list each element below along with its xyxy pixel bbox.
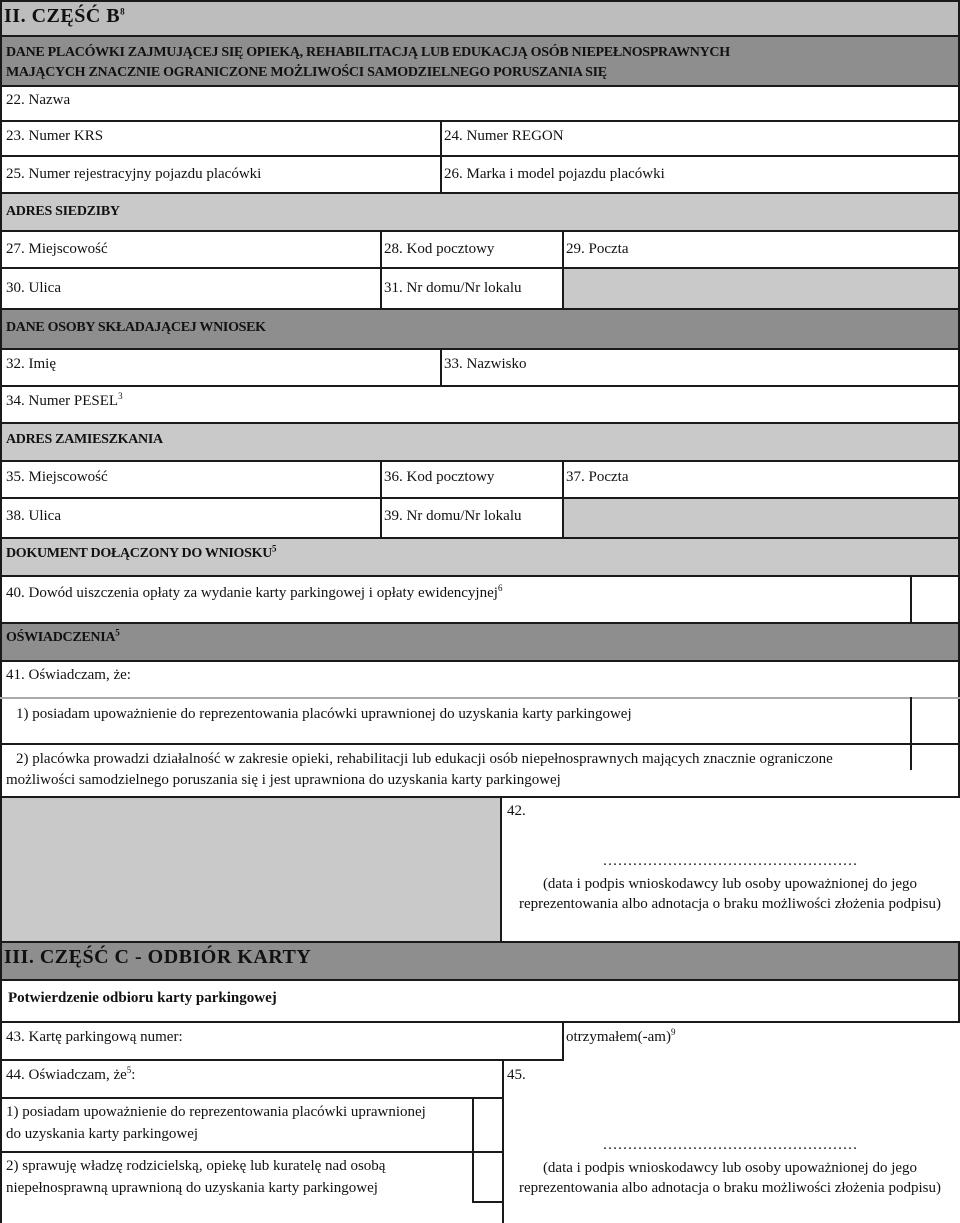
field-43-received: $otrzymałem(-am)^9$ xyxy=(566,1027,676,1045)
field-34-label: 34. Numer PESEL$^3$ xyxy=(6,391,123,409)
field-42-label: 42. xyxy=(507,803,526,819)
field-31-label: 31. Nr domu/Nr lokalu xyxy=(384,280,522,296)
statements-header-label: OŚWIADCZENIA$^5$ xyxy=(6,627,120,645)
residence-header-label: ADRES ZAMIESZKANIA xyxy=(6,432,163,447)
statement-41-2-line2: możliwości samodzielnego poruszania się i jest uprawniona do uzyskania karty parkingowej xyxy=(6,772,561,788)
statement-44-2-checkbox[interactable] xyxy=(472,1151,502,1203)
statement-41-2-checkbox[interactable] xyxy=(910,745,958,770)
field-39-gray-cell xyxy=(562,497,960,539)
statement-44-1-line2: do uzyskania karty parkingowej xyxy=(6,1126,199,1142)
field-42-dots: …………………………………………… xyxy=(602,853,858,869)
field-41-divider xyxy=(0,697,960,699)
field-45-dots: …………………………………………… xyxy=(602,1137,858,1153)
statements-header xyxy=(0,622,960,662)
field-37-label: 37. Poczta xyxy=(566,469,629,485)
statement-41-2-line1: 2) placówka prowadzi działalność w zakresie opieki, rehabilitacji lub edukacji osób niepełnosprawnych mających znacznie ograniczone xyxy=(16,751,833,767)
receipt-subheader-label: Potwierdzenie odbioru karty parkingowej xyxy=(8,990,277,1006)
field-30-label: 30. Ulica xyxy=(6,280,61,296)
field-28-label: 28. Kod pocztowy xyxy=(384,241,495,257)
field-44-label: 44. Oświadczam, $że^5$: xyxy=(6,1065,136,1083)
field-27-label: 27. Miejscowość xyxy=(6,241,108,257)
section-b-title-bar xyxy=(0,0,960,37)
field-41-label: 41. Oświadczam, że: xyxy=(6,667,131,683)
field-45-label: 45. xyxy=(507,1067,526,1083)
field-41-divider-2 xyxy=(0,743,960,745)
statement-44-1-line1: 1) posiadam upoważnienie do reprezentowania placówki uprawnionej xyxy=(6,1104,426,1120)
field-33-label: 33. Nazwisko xyxy=(444,356,527,372)
statement-41-1-checkbox[interactable] xyxy=(910,697,958,744)
field-22-box[interactable] xyxy=(0,85,960,122)
applicant-header-label: DANE OSOBY SKŁADAJĄCEJ WNIOSEK xyxy=(6,320,266,335)
field-35-label: 35. Miejscowość xyxy=(6,469,108,485)
field-43-label: 43. Kartę parkingową numer: xyxy=(6,1029,183,1045)
field-23-label: 23. Numer KRS xyxy=(6,128,104,144)
field-38-label: 38. Ulica xyxy=(6,508,61,524)
section-b-title: II. CZĘŚĆ $B^8$ xyxy=(4,5,126,27)
field-24-label: 24. Numer REGON xyxy=(444,128,564,144)
field-29-label: 29. Poczta xyxy=(566,241,629,257)
field-26-label: 26. Marka i model pojazdu placówki xyxy=(444,166,665,182)
field-45-caption: (data i podpis wnioskodawcy lub osoby upoważnionej do jego reprezentowania albo adnotacja o braku możliwości złożenia podpisu) xyxy=(519,1160,941,1196)
field-42-caption: (data i podpis wnioskodawcy lub osoby upoważnionej do jego reprezentowania albo adnotacja o braku możliwości złożenia podpisu) xyxy=(519,876,941,912)
field-32-label: 32. Imię xyxy=(6,356,56,372)
hq-header xyxy=(0,192,960,232)
field-40-label: 40. Dowód uiszczenia opłaty za wydanie karty parkingowej i opłaty ewidencyjnej$^6$ xyxy=(6,583,503,601)
field-32-box[interactable] xyxy=(0,348,442,387)
field-36-label: 36. Kod pocztowy xyxy=(384,469,495,485)
statement-44-1-checkbox[interactable] xyxy=(472,1099,502,1151)
statement-44-2-line2: niepełnosprawną uprawnioną do uzyskania karty parkingowej xyxy=(6,1180,378,1196)
document-header-label: DOKUMENT DOŁĄCZONY DO WNIOSKU$^5$ xyxy=(6,543,277,561)
field-42-gray-area xyxy=(0,796,502,943)
section-c-title: III. CZĘŚĆ C - ODBIÓR KARTY xyxy=(4,946,312,968)
statement-41-1: 1) posiadam upoważnienie do reprezentowania placówki uprawnionej do uzyskania karty parkingowej xyxy=(16,706,632,722)
statement-44-2-line1: 2) sprawuję władzę rodzicielską, opiekę lub kuratelę nad osobą xyxy=(6,1158,386,1174)
facility-header-line1: DANE PLACÓWKI ZAJMUJĄCEJ SIĘ OPIEKĄ, REHABILITACJĄ LUB EDUKACJĄ OSÓB NIEPEŁNOSPRAWNYCH xyxy=(6,45,730,60)
field-25-label: 25. Numer rejestracyjny pojazdu placówki xyxy=(6,166,262,182)
field-39-label: 39. Nr domu/Nr lokalu xyxy=(384,508,522,524)
field-22-label: 22. Nazwa xyxy=(6,92,71,108)
field-34-box[interactable] xyxy=(0,385,960,424)
facility-header-line2: MAJĄCYCH ZNACZNIE OGRANICZONE MOŻLIWOŚCI SAMODZIELNEGO PORUSZANIA SIĘ xyxy=(6,65,607,80)
hq-header-label: ADRES SIEDZIBY xyxy=(6,204,120,219)
field-31-gray-cell xyxy=(562,267,960,310)
field-40-checkbox[interactable] xyxy=(910,577,958,622)
